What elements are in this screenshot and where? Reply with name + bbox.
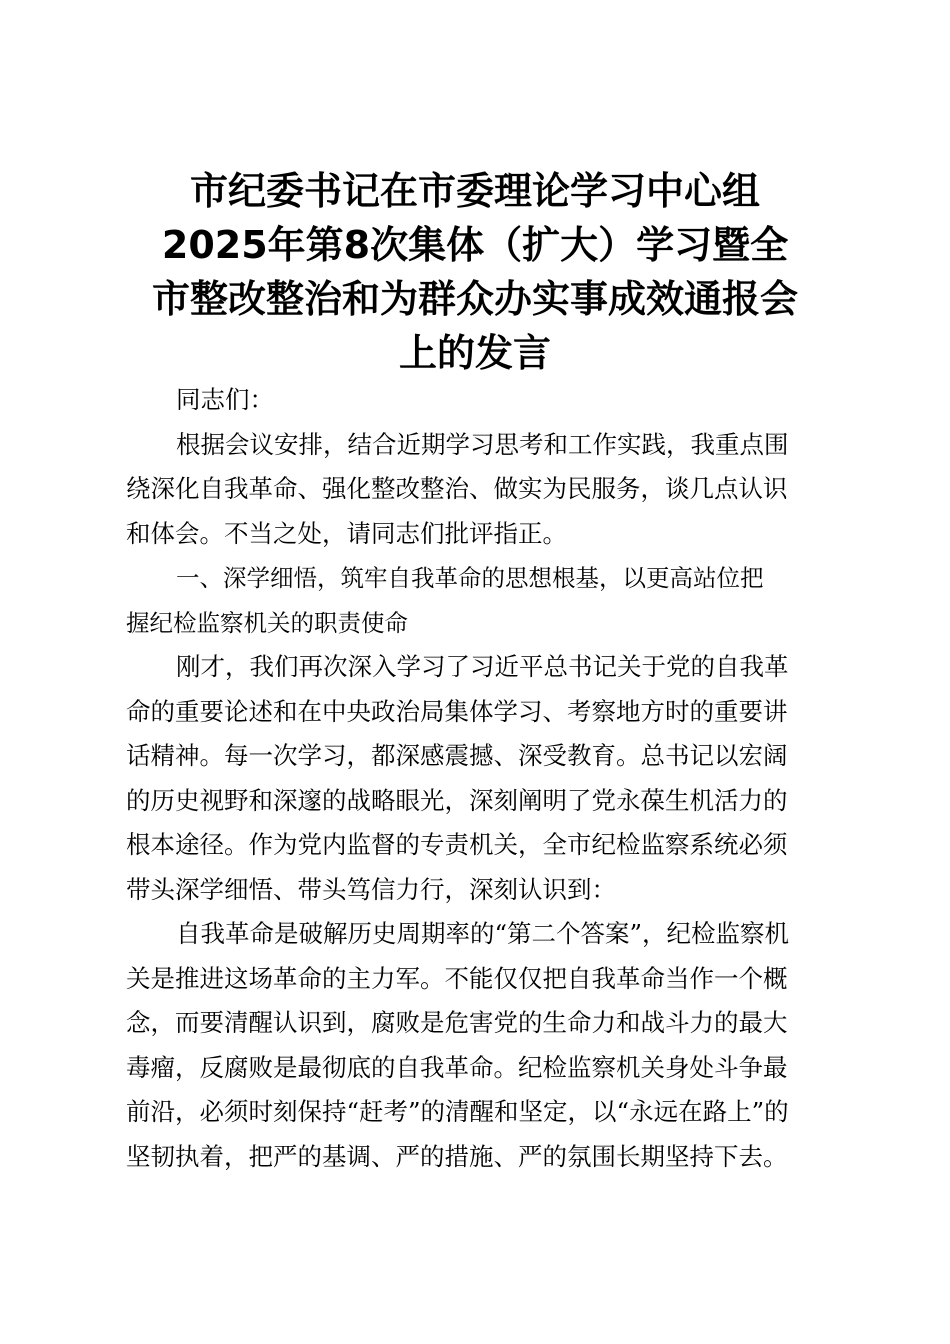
intro-paragraph bbox=[126, 423, 826, 557]
heading-line: 握纪检监察机关的职责使命 bbox=[126, 608, 408, 637]
paragraph-line: 带头深学细悟、带头笃信力行，深刻认识到： bbox=[126, 874, 616, 904]
paragraph-line: 自我革命是破解历史周期率的“第二个答案”，纪检监察机 bbox=[176, 919, 790, 948]
paragraph-line: 话精神。每一次学习，都深感震撼、深受教育。总书记以宏阔 bbox=[126, 741, 788, 770]
paragraph-line: 的历史视野和深邃的战略眼光，深刻阐明了党永葆生机活力的 bbox=[126, 785, 788, 815]
paragraph-line: 和体会。不当之处，请同志们批评指正。 bbox=[126, 518, 567, 548]
document-title bbox=[115, 164, 835, 380]
paragraph-line: 关是推进这场革命的主力军。不能仅仅把自我革命当作一个概 bbox=[126, 963, 788, 993]
paragraph-line: 绕深化自我革命、强化整改整治、做实为民服务，谈几点认识 bbox=[126, 474, 788, 503]
paragraph-line: 根本途径。作为党内监督的专责机关，全市纪检监察系统必须 bbox=[126, 830, 788, 859]
heading-line: 一、深学细悟，筑牢自我革命的思想根基，以更高站位把 bbox=[176, 564, 764, 592]
paragraph-line: 前沿，必须时刻保持“赶考”的清醒和坚定，以“永远在路上”的 bbox=[126, 1097, 789, 1126]
document-body bbox=[126, 378, 826, 1179]
paragraph-line: 命的重要论述和在中央政治局集体学习、考察地方时的重要讲 bbox=[126, 696, 788, 726]
paragraph-line: 毒瘤，反腐败是最彻底的自我革命。纪检监察机关身处斗争最 bbox=[126, 1052, 788, 1082]
salutation: 同志们： bbox=[176, 385, 274, 414]
body-paragraph bbox=[126, 645, 826, 912]
section-heading bbox=[126, 556, 826, 645]
paragraph-line: 坚韧执着，把严的基调、严的措施、严的氛围长期坚持下去。 bbox=[126, 1141, 788, 1171]
paragraph-line: 念，而要清醒认识到，腐败是危害党的生命力和战斗力的最大 bbox=[126, 1008, 788, 1037]
paragraph-line: 刚才，我们再次深入学习了习近平总书记关于党的自我革 bbox=[176, 652, 789, 681]
title-line: 2025年第8次集体（扩大）学习暨全 bbox=[161, 223, 789, 267]
title-line: 上的发言 bbox=[398, 331, 551, 375]
title-line: 市整改整治和为群众办实事成效通报会 bbox=[151, 277, 798, 321]
title-line: 市纪委书记在市委理论学习中心组 bbox=[189, 169, 760, 213]
paragraph-line: 根据会议安排，结合近期学习思考和工作实践，我重点围 bbox=[176, 429, 789, 459]
body-paragraph bbox=[126, 912, 826, 1179]
